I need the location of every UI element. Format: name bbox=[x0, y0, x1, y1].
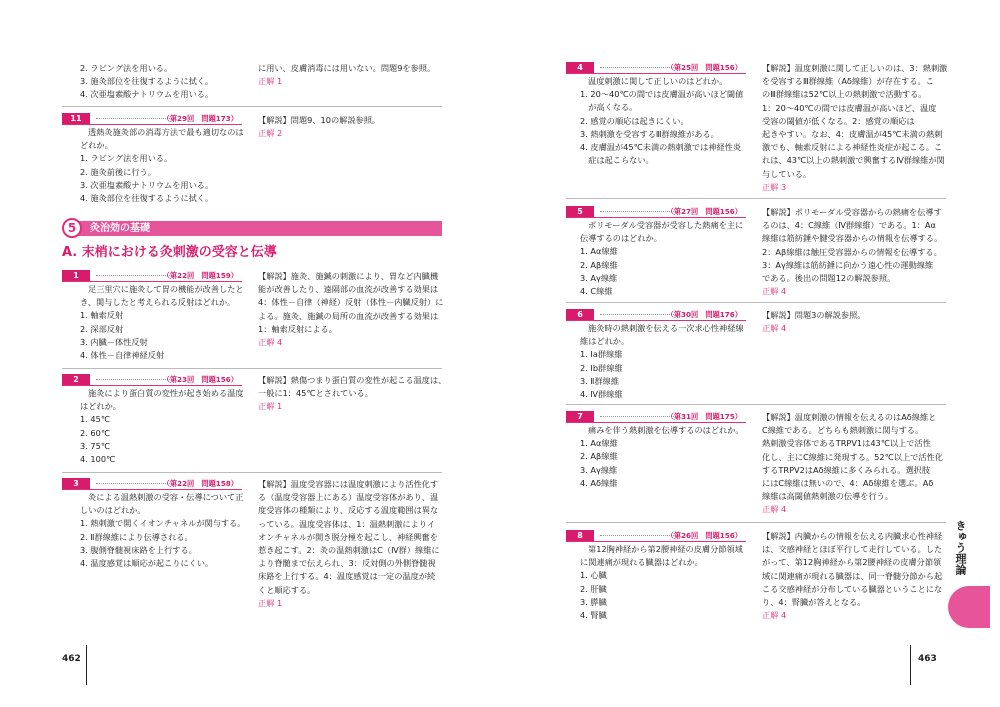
choice: 1. Aα線維 bbox=[580, 438, 618, 449]
explanation: 激でも、軸索反射による神経性炎症が起こる。こ bbox=[762, 142, 943, 153]
correct-answer: 正解 4 bbox=[762, 286, 787, 297]
answer-block bbox=[762, 309, 865, 335]
question-body bbox=[580, 322, 744, 401]
choice: 2. 60℃ bbox=[80, 427, 111, 438]
question-source: （第31回 問題175） bbox=[666, 412, 742, 421]
question-body bbox=[80, 387, 244, 466]
choice: 4. 100℃ bbox=[80, 454, 116, 465]
explanation: 惹き起こす。2：灸の温熱刺激はC（Ⅳ群）線維に bbox=[258, 545, 440, 556]
choice: 4. 温度感覚は順応が起こりにくい。 bbox=[80, 558, 214, 569]
stem: 維はどれか。 bbox=[580, 336, 630, 347]
question-number: 2 bbox=[62, 374, 90, 385]
explanation: より脊髄まで伝えられ、3：反対側の外側脊髄視 bbox=[258, 558, 436, 569]
choice: 3. Aγ線維 bbox=[580, 464, 618, 475]
stem: 灸による温熱刺激の受容・伝導について正 bbox=[88, 492, 244, 502]
stem: ポリモーダル受容器が受容した熱痛を主に bbox=[588, 220, 744, 230]
page-number: 463 bbox=[918, 654, 937, 664]
explanation: 起きやすい。なお、4：皮膚温が45℃未満の熱刺 bbox=[762, 129, 943, 140]
explanation: 1：軸索反射による。 bbox=[258, 323, 337, 334]
explanation: は、交感神経とほぼ平行して走行している。した bbox=[762, 544, 943, 555]
left-top-choices bbox=[80, 62, 213, 102]
question-header bbox=[566, 62, 746, 74]
question-header bbox=[62, 374, 242, 386]
choice: 2. ラビング法を用いる。 bbox=[80, 63, 173, 73]
choice: 2. 施灸前後に行う。 bbox=[80, 166, 156, 177]
stem: はどれか。 bbox=[80, 401, 121, 412]
side-tab bbox=[950, 520, 970, 592]
choice: 1. 熱刺激で開くイオンチャネルが関与する。 bbox=[80, 518, 246, 529]
explanation: のⅢ群線維は52℃以上の熱刺激で活動する。 bbox=[762, 89, 927, 100]
choice: 4. C線維 bbox=[580, 286, 613, 297]
explanation: くと順応する。 bbox=[258, 584, 316, 595]
choice: 3. Aγ線維 bbox=[580, 272, 618, 283]
question-header bbox=[62, 113, 242, 125]
question-header bbox=[566, 411, 746, 423]
explanation: 線維は筋紡錘や腱受容器からの情報を伝導する。 bbox=[762, 233, 943, 244]
subsection-title: A. 末梢における灸刺激の受容と伝導 bbox=[62, 245, 277, 260]
explanation: 熱刺激受容体であるTRPV1は43℃以上で活性 bbox=[762, 438, 931, 449]
explanation: 【解説】温度刺激の情報を伝えるのはAδ線維と bbox=[762, 412, 937, 422]
question-number: 11 bbox=[62, 113, 90, 124]
question-header bbox=[566, 206, 746, 218]
stem: に関連痛が現れる臓器はどれか。 bbox=[580, 557, 703, 568]
question-source: （第25回 問題156） bbox=[666, 63, 742, 72]
question-number: 8 bbox=[566, 530, 594, 541]
question-number: 7 bbox=[566, 411, 594, 422]
question-source: （第26回 問題156） bbox=[666, 531, 742, 540]
choice: 1. 軸索反射 bbox=[80, 310, 124, 321]
stem: 施灸時の熱刺激を伝える一次求心性神経線 bbox=[588, 323, 744, 333]
answer-badge: 正解 1 bbox=[258, 76, 283, 87]
answer-block bbox=[762, 62, 947, 194]
explanation: 化し、主にC線維に発現する。52℃以上で活性化 bbox=[762, 451, 943, 462]
stem: 第12胸神経から第2腰神経の皮膚分節領域 bbox=[588, 544, 743, 554]
question-number: 3 bbox=[62, 478, 90, 489]
question-source: （第22回 問題159） bbox=[162, 271, 238, 280]
choice: 4. Aδ線維 bbox=[580, 477, 618, 488]
choice: 1. 心臓 bbox=[580, 570, 607, 581]
stem: き、関与したと考えられる反射はどれか。 bbox=[80, 297, 236, 308]
choice: 3. 腹側脊髄視床路を上行する。 bbox=[80, 544, 197, 555]
question-source: （第22回 問題158） bbox=[162, 479, 238, 488]
explanation: 能が改善したり、遠隔部の血流が改善する効果は bbox=[258, 284, 439, 295]
choice: 3. 内臓－体性反射 bbox=[80, 336, 148, 347]
page-number: 462 bbox=[62, 654, 81, 664]
explanation: がって、第12胸神経から第2腰神経の皮膚分節領 bbox=[762, 557, 942, 568]
section-title: 灸治効の基礎 bbox=[90, 223, 150, 234]
answer-line: に用い、皮膚消毒には用いない。問題9を参照。 bbox=[258, 63, 436, 73]
explanation: にはC線維は無いので、4：Aδ線維を選ぶ。Aδ bbox=[762, 478, 934, 489]
choice: 4. 腎臓 bbox=[580, 610, 607, 621]
explanation: を受容するⅢ群線維（Aδ線維）が存在する。こ bbox=[762, 76, 934, 87]
explanation: よる。施灸、施鍼の局所の血流が改善する効果は bbox=[258, 310, 439, 321]
side-tab-marker bbox=[948, 586, 990, 628]
explanation: 【解説】ポリモーダル受容器からの熱痛を伝導す bbox=[762, 207, 942, 217]
stem: 伝導するのはどれか。 bbox=[580, 233, 662, 244]
left-top-answer bbox=[258, 62, 435, 88]
question-body bbox=[580, 543, 743, 622]
explanation: 2：Aβ線維は触圧受容器からの情報を伝導する。 bbox=[762, 246, 942, 257]
choice: 3. 施灸部位を往復するように拭く。 bbox=[80, 76, 214, 87]
choice: 2. Aβ線維 bbox=[580, 451, 618, 462]
choice: 2. 深部反射 bbox=[80, 323, 124, 334]
stem: 痛みを伴う熱刺激を伝導するのはどれか。 bbox=[588, 425, 744, 435]
correct-answer: 正解 2 bbox=[258, 128, 283, 139]
section-header bbox=[62, 218, 442, 238]
section-number-circle: 5 bbox=[62, 218, 82, 238]
explanation: 線維は高閾値熱刺激の伝導を行う。 bbox=[762, 491, 894, 502]
answer-block bbox=[762, 206, 942, 298]
explanation: 与している。 bbox=[762, 168, 812, 179]
divider bbox=[62, 472, 442, 473]
divider bbox=[62, 368, 442, 369]
stem: しいのはどれか。 bbox=[80, 505, 146, 516]
explanation: 4：体性－自律（神経）反射（体性－内臓反射）に bbox=[258, 297, 444, 308]
question-number: 6 bbox=[566, 309, 594, 320]
question-body bbox=[80, 126, 244, 205]
stem: 施灸により蛋白質の変性が起き始める温度 bbox=[88, 388, 244, 398]
explanation: C線維である。どちらも熱刺激に関与する。 bbox=[762, 425, 924, 436]
choice: 1. 20～40℃の間では皮膚温が高いほど閾値 bbox=[580, 89, 744, 100]
explanation: 【解説】熱傷つまり蛋白質の変性が起こる温度は、 bbox=[258, 375, 447, 385]
answer-block bbox=[258, 114, 380, 140]
explanation: 【解説】内臓からの情報を伝える内臓求心性神経 bbox=[762, 531, 943, 541]
divider bbox=[566, 198, 946, 199]
question-source: （第30回 問題176） bbox=[666, 310, 742, 319]
explanation: 一般に1：45℃とされている。 bbox=[258, 388, 373, 399]
explanation: 度受容体の種類により、反応する温度範囲は異な bbox=[258, 505, 439, 516]
choice: 1. 45℃ bbox=[80, 414, 111, 425]
question-header bbox=[566, 309, 746, 321]
choice: 症は起こらない。 bbox=[580, 155, 654, 166]
answer-block bbox=[762, 530, 942, 622]
choice: 2. 感覚の順応は起きにくい。 bbox=[580, 115, 689, 126]
stem: 透熱灸施灸部の消毒方法で最も適切なのは bbox=[88, 127, 244, 137]
explanation: 3：Aγ線維は筋紡錘に向かう遠心性の運動線維 bbox=[762, 259, 934, 270]
answer-block bbox=[762, 411, 943, 517]
question-source: （第27回 問題156） bbox=[666, 207, 742, 216]
choice: 3. 膵臓 bbox=[580, 596, 607, 607]
question-source: （第29回 問題173） bbox=[162, 114, 238, 123]
question-body bbox=[580, 219, 743, 298]
question-body bbox=[580, 75, 743, 167]
question-body bbox=[80, 491, 246, 570]
divider bbox=[566, 302, 946, 303]
choice: 2. Ⅰb群線維 bbox=[580, 362, 623, 373]
answer-block bbox=[258, 270, 443, 349]
choice: 4. Ⅳ群線維 bbox=[580, 389, 623, 400]
page-rule bbox=[86, 645, 87, 685]
choice: 2. Ⅱ群線維により伝導される。 bbox=[80, 531, 193, 542]
stem: 温度刺激に関して正しいのはどれか。 bbox=[588, 76, 728, 86]
question-header bbox=[62, 478, 242, 490]
correct-answer: 正解 4 bbox=[762, 504, 787, 515]
explanation: るのは、4：C線維（Ⅳ群線維）である。1：Aα bbox=[762, 220, 936, 231]
explanation: 【解説】問題3の解説参照。 bbox=[762, 310, 866, 320]
choice: 3. 次亜塩素酸ナトリウムを用いる。 bbox=[80, 179, 214, 190]
divider bbox=[566, 522, 946, 523]
correct-answer: 正解 3 bbox=[762, 181, 787, 192]
explanation: 【解説】施灸、施鍼の刺激により、胃など内臓機 bbox=[258, 271, 439, 281]
choice: 1. ラビング法を用いる。 bbox=[80, 153, 173, 164]
explanation: れは、43℃以上の熱刺激で興奮するⅣ群線維が関 bbox=[762, 155, 945, 166]
answer-block bbox=[258, 374, 446, 414]
choice: 3. Ⅱ群線維 bbox=[580, 375, 620, 386]
correct-answer: 正解 4 bbox=[258, 337, 283, 348]
question-header bbox=[566, 530, 746, 542]
choice: 3. 75℃ bbox=[80, 440, 111, 451]
explanation: 【解説】問題9、10の解説参照。 bbox=[258, 115, 381, 125]
question-number: 1 bbox=[62, 270, 90, 281]
correct-answer: 正解 1 bbox=[258, 597, 283, 608]
explanation: 【解説】温度受容器には温度刺激により活性化す bbox=[258, 479, 439, 489]
explanation: っている。温度受容体は、1：温熱刺激によりイ bbox=[258, 518, 436, 529]
choice: 4. 皮膚温が45℃未満の熱刺激では神経性炎 bbox=[580, 142, 742, 153]
explanation: するTRPV2はAδ線維に多くみられる。選択肢 bbox=[762, 464, 931, 475]
page-rule bbox=[910, 645, 911, 685]
explanation: 受容の閾値が低くなる。2：感覚の順応は bbox=[762, 115, 915, 126]
stem: どれか。 bbox=[80, 140, 113, 151]
question-header bbox=[62, 270, 242, 282]
question-number: 4 bbox=[566, 62, 594, 73]
explanation: る（温度受容器上にある）温度受容体があり、温 bbox=[258, 492, 439, 503]
question-body bbox=[580, 424, 744, 490]
choice: 2. 肝臓 bbox=[580, 583, 607, 594]
stem: 足三里穴に施灸して胃の機能が改善したと bbox=[88, 284, 244, 294]
choice: が高くなる。 bbox=[580, 102, 638, 113]
explanation: 【解説】温度刺激に関して正しいのは、3：熱刺激 bbox=[762, 63, 948, 73]
question-source: （第23回 問題156） bbox=[162, 375, 238, 384]
question-body bbox=[80, 283, 244, 362]
choice: 4. 体性－自律神経反射 bbox=[80, 350, 165, 361]
choice: 3. 熱刺激を受容するⅢ群線維がある。 bbox=[580, 128, 719, 139]
choice: 4. 施灸部位を往復するように拭く。 bbox=[80, 193, 214, 204]
explanation: こる交感神経が分布している臓器ということにな bbox=[762, 583, 943, 594]
explanation: である。後出の問題12の解説参照。 bbox=[762, 273, 896, 284]
choice: 4. 次亜塩素酸ナトリウムを用いる。 bbox=[80, 89, 214, 100]
explanation: 床路を上行する。4：温度感覚は一定の温度が続 bbox=[258, 571, 436, 582]
divider bbox=[566, 404, 946, 405]
side-tab-label: きゅう理論 bbox=[954, 520, 967, 575]
answer-block bbox=[258, 478, 440, 610]
correct-answer: 正解 4 bbox=[762, 610, 787, 621]
correct-answer: 正解 1 bbox=[258, 401, 283, 412]
correct-answer: 正解 4 bbox=[762, 323, 787, 334]
explanation: オンチャネルが開き脱分極を起こし、神経興奮を bbox=[258, 531, 438, 542]
divider bbox=[62, 106, 442, 107]
question-number: 5 bbox=[566, 206, 594, 217]
explanation: 域に関連痛が現れる臓器は、同一脊髄分節から起 bbox=[762, 570, 943, 581]
choice: 2. Aβ線維 bbox=[580, 259, 618, 270]
explanation: 1：20～40℃の間では皮膚温が高いほど、温度 bbox=[762, 102, 937, 113]
choice: 1. Ⅰa群線維 bbox=[580, 349, 623, 360]
explanation: り、4：腎臓が答えとなる。 bbox=[762, 597, 866, 608]
choice: 1. Aα線維 bbox=[580, 246, 618, 257]
